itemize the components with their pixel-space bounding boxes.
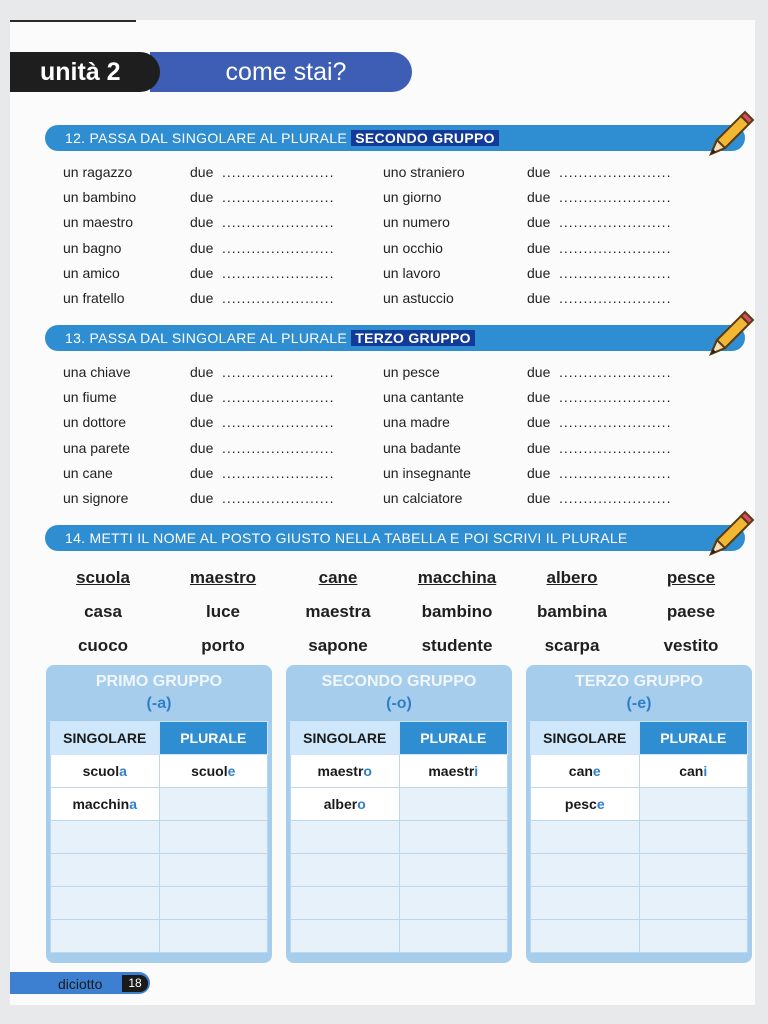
table-row (51, 887, 268, 920)
word-bank-item: maestra (305, 602, 371, 621)
answer-blank[interactable]: ....................... (559, 164, 672, 180)
word-ending: i (703, 763, 708, 779)
answer-blank[interactable]: ....................... (559, 214, 672, 231)
pencil-icon (703, 510, 755, 562)
word-bank-item: vestito (663, 636, 719, 655)
singular-cell[interactable] (291, 788, 400, 821)
singular-noun: un giorno (383, 189, 442, 206)
singular-cell[interactable] (531, 788, 640, 821)
word-bank-item: albero (546, 568, 598, 587)
answer-blank[interactable]: ....................... (222, 214, 335, 231)
group-title: TERZO GRUPPO (574, 673, 703, 690)
plural-cell[interactable] (639, 854, 748, 887)
group-table (290, 721, 508, 953)
singular-cell[interactable] (51, 821, 160, 854)
plural-cell[interactable] (159, 821, 268, 854)
singular-cell[interactable] (531, 821, 640, 854)
top-rule (10, 20, 136, 22)
singular-noun: un pesce (383, 364, 440, 380)
singular-noun: una parete (63, 439, 130, 456)
due-label: due (190, 164, 214, 180)
singular-noun: uno straniero (383, 164, 465, 180)
word-ending: e (596, 796, 605, 812)
table-row (51, 854, 268, 887)
table-row (531, 920, 748, 953)
singular-noun: un cane (63, 464, 113, 481)
answer-blank[interactable]: ....................... (222, 239, 335, 256)
singular-noun: una cantante (383, 389, 464, 406)
word-ending: o (357, 796, 366, 812)
pencil-icon (703, 310, 755, 362)
due-label: due (527, 364, 551, 380)
word-stem: can (568, 763, 593, 779)
due-label: due (527, 214, 551, 231)
singular-cell[interactable] (291, 920, 400, 953)
word-stem: scuol (82, 763, 120, 779)
table-row (291, 854, 508, 887)
table-row (51, 920, 268, 953)
word-stem: maestr (428, 763, 475, 779)
table-row (531, 887, 748, 920)
singular-cell[interactable] (291, 887, 400, 920)
table-row (531, 755, 748, 788)
answer-blank[interactable]: ....................... (559, 239, 672, 256)
answer-blank[interactable]: ....................... (222, 264, 335, 281)
plural-cell[interactable] (159, 887, 268, 920)
word-bank-item: paese (666, 602, 716, 621)
pencil-icon (703, 110, 755, 162)
exercise-13-highlight: TERZO GRUPPO (351, 330, 475, 346)
due-label: due (190, 264, 214, 281)
group-table (50, 721, 268, 953)
due-label: due (190, 364, 214, 380)
word-stem: pesc (564, 796, 597, 812)
group-table (530, 721, 748, 953)
plural-cell[interactable] (639, 920, 748, 953)
due-label: due (527, 439, 551, 456)
due-label: due (190, 239, 214, 256)
exercise-13-title: 13. PASSA DAL SINGOLARE AL PLURALE (65, 330, 348, 346)
due-label: due (527, 290, 551, 306)
word-bank-item: porto (201, 636, 245, 655)
answer-blank[interactable]: ....................... (559, 364, 672, 380)
singular-noun: un occhio (383, 239, 443, 256)
group-title: PRIMO GRUPPO (95, 673, 223, 690)
singular-cell[interactable] (531, 755, 640, 788)
table-row (291, 887, 508, 920)
answer-blank[interactable]: ....................... (559, 464, 672, 481)
exercise-12-highlight: SECONDO GRUPPO (351, 130, 499, 146)
word-ending: o (363, 763, 372, 779)
plural-cell[interactable] (399, 788, 508, 821)
due-label: due (190, 464, 214, 481)
plurale-header: PLURALE (399, 722, 508, 755)
singolare-header: SINGOLARE (291, 722, 400, 755)
due-label: due (527, 414, 551, 431)
due-label: due (527, 389, 551, 406)
group-box (46, 665, 272, 963)
unit-subtitle: come stai? (150, 52, 412, 92)
due-label: due (527, 464, 551, 481)
word-ending: i (474, 763, 479, 779)
word-stem: alber (323, 796, 358, 812)
group-ending-text: (-e) (626, 695, 652, 712)
plural-cell[interactable] (399, 887, 508, 920)
word-bank-item: studente (421, 636, 493, 655)
table-row (531, 821, 748, 854)
plural-cell[interactable] (639, 821, 748, 854)
table-row (531, 854, 748, 887)
singular-noun: una chiave (63, 364, 131, 380)
plural-cell[interactable] (399, 821, 508, 854)
answer-blank[interactable]: ....................... (222, 414, 335, 431)
due-label: due (190, 189, 214, 206)
singular-noun: un fratello (63, 290, 125, 306)
plural-cell[interactable] (639, 755, 748, 788)
due-label: due (527, 239, 551, 256)
answer-blank[interactable]: ....................... (559, 389, 672, 406)
word-bank-item: bambina (537, 602, 607, 621)
plural-cell[interactable] (639, 788, 748, 821)
page-word: diciotto (58, 976, 103, 992)
group-ending (526, 695, 752, 713)
group-box (526, 665, 752, 963)
singolare-header: SINGOLARE (51, 722, 160, 755)
singular-noun: un bambino (63, 189, 137, 206)
group-ending-text: (-o) (386, 695, 412, 712)
singular-cell[interactable] (291, 854, 400, 887)
exercise-12-heading (45, 125, 745, 151)
table-row (291, 788, 508, 821)
singular-noun: un numero (383, 214, 450, 231)
singular-noun: un dottore (63, 414, 127, 431)
due-label: due (190, 389, 214, 406)
plural-cell[interactable] (639, 887, 748, 920)
group-ending (46, 695, 272, 713)
singular-noun: un astuccio (383, 290, 454, 306)
word-bank-item: maestro (189, 568, 257, 587)
due-label: due (527, 490, 551, 506)
word-bank-item: bambino (421, 602, 493, 621)
word-bank-item: casa (84, 602, 122, 621)
singular-noun: un maestro (63, 214, 134, 231)
singular-cell[interactable] (51, 755, 160, 788)
answer-blank[interactable]: ....................... (222, 439, 335, 456)
word-bank-item: sapone (308, 636, 368, 655)
word-bank-item: scarpa (544, 636, 600, 655)
word-stem: maestr (317, 763, 364, 779)
word-stem: macchin (72, 796, 130, 812)
answer-blank[interactable]: ....................... (559, 290, 672, 306)
table-row (51, 755, 268, 788)
singular-cell[interactable] (531, 920, 640, 953)
word-bank-item: macchina (417, 568, 497, 587)
word-bank-item: pesce (666, 568, 716, 587)
due-label: due (190, 290, 214, 306)
page-number: 18 (122, 975, 148, 992)
singular-cell[interactable] (531, 887, 640, 920)
singular-cell[interactable] (291, 755, 400, 788)
singular-cell[interactable] (51, 887, 160, 920)
due-label: due (527, 189, 551, 206)
word-ending: a (119, 763, 127, 779)
singular-noun: un calciatore (383, 490, 463, 506)
plurale-header: PLURALE (639, 722, 748, 755)
word-bank-item: luce (205, 602, 241, 621)
group-ending-text: (-a) (146, 695, 172, 712)
answer-blank[interactable]: ....................... (559, 414, 672, 431)
table-row (291, 821, 508, 854)
singular-cell[interactable] (531, 854, 640, 887)
table-row (51, 788, 268, 821)
singolare-header: SINGOLARE (531, 722, 640, 755)
word-ending: e (227, 763, 236, 779)
answer-blank[interactable]: ....................... (222, 389, 335, 406)
word-ending: a (129, 796, 138, 812)
plural-cell[interactable] (399, 854, 508, 887)
word-stem: can (679, 763, 704, 779)
plurale-header: PLURALE (159, 722, 268, 755)
singular-noun: un lavoro (383, 264, 441, 281)
due-label: due (190, 439, 214, 456)
exercise-13-heading (45, 325, 745, 351)
exercise-14-title: 14. METTI IL NOME AL POSTO GIUSTO NELLA TABELLA E POI SCRIVI IL PLURALE (65, 530, 628, 546)
answer-blank[interactable]: ....................... (222, 189, 335, 206)
singular-noun: un signore (63, 490, 129, 506)
answer-blank[interactable]: ....................... (559, 189, 672, 206)
answer-blank[interactable]: ....................... (222, 464, 335, 481)
table-row (291, 755, 508, 788)
singular-noun: un insegnante (383, 464, 471, 481)
answer-blank[interactable]: ....................... (222, 364, 335, 380)
due-label: due (527, 164, 551, 180)
plural-cell[interactable] (399, 920, 508, 953)
answer-blank[interactable]: ....................... (559, 439, 672, 456)
plural-cell[interactable] (159, 788, 268, 821)
due-label: due (527, 264, 551, 281)
word-stem: scuol (191, 763, 228, 779)
due-label: due (190, 490, 214, 506)
table-row (51, 821, 268, 854)
answer-blank[interactable]: ....................... (222, 290, 335, 306)
table-row (531, 788, 748, 821)
singular-cell[interactable] (51, 920, 160, 953)
exercise-14-heading (45, 525, 745, 551)
word-bank-item: cane (318, 568, 358, 587)
singular-cell[interactable] (51, 788, 160, 821)
singular-noun: una badante (383, 439, 461, 456)
group-box (286, 665, 512, 963)
group-title: SECONDO GRUPPO (321, 673, 477, 690)
plural-cell[interactable] (159, 755, 268, 788)
answer-blank[interactable]: ....................... (222, 164, 335, 180)
word-ending: e (592, 763, 601, 779)
word-bank-item: scuola (76, 568, 130, 587)
singular-noun: un fiume (63, 389, 117, 406)
group-ending (286, 695, 512, 713)
due-label: due (190, 214, 214, 231)
answer-blank[interactable]: ....................... (559, 490, 672, 506)
plural-cell[interactable] (159, 920, 268, 953)
answer-blank[interactable]: ....................... (222, 490, 335, 506)
plural-cell[interactable] (159, 854, 268, 887)
exercise-12-title: 12. PASSA DAL SINGOLARE AL PLURALE (65, 130, 348, 146)
singular-noun: un bagno (63, 239, 122, 256)
singular-noun: una madre (383, 414, 450, 431)
unit-label: unità 2 (10, 52, 160, 92)
table-row (291, 920, 508, 953)
due-label: due (190, 414, 214, 431)
singular-cell[interactable] (51, 854, 160, 887)
word-bank-item: cuoco (77, 636, 129, 655)
singular-cell[interactable] (291, 821, 400, 854)
singular-noun: un ragazzo (63, 164, 133, 180)
plural-cell[interactable] (399, 755, 508, 788)
singular-noun: un amico (63, 264, 120, 281)
answer-blank[interactable]: ....................... (559, 264, 672, 281)
